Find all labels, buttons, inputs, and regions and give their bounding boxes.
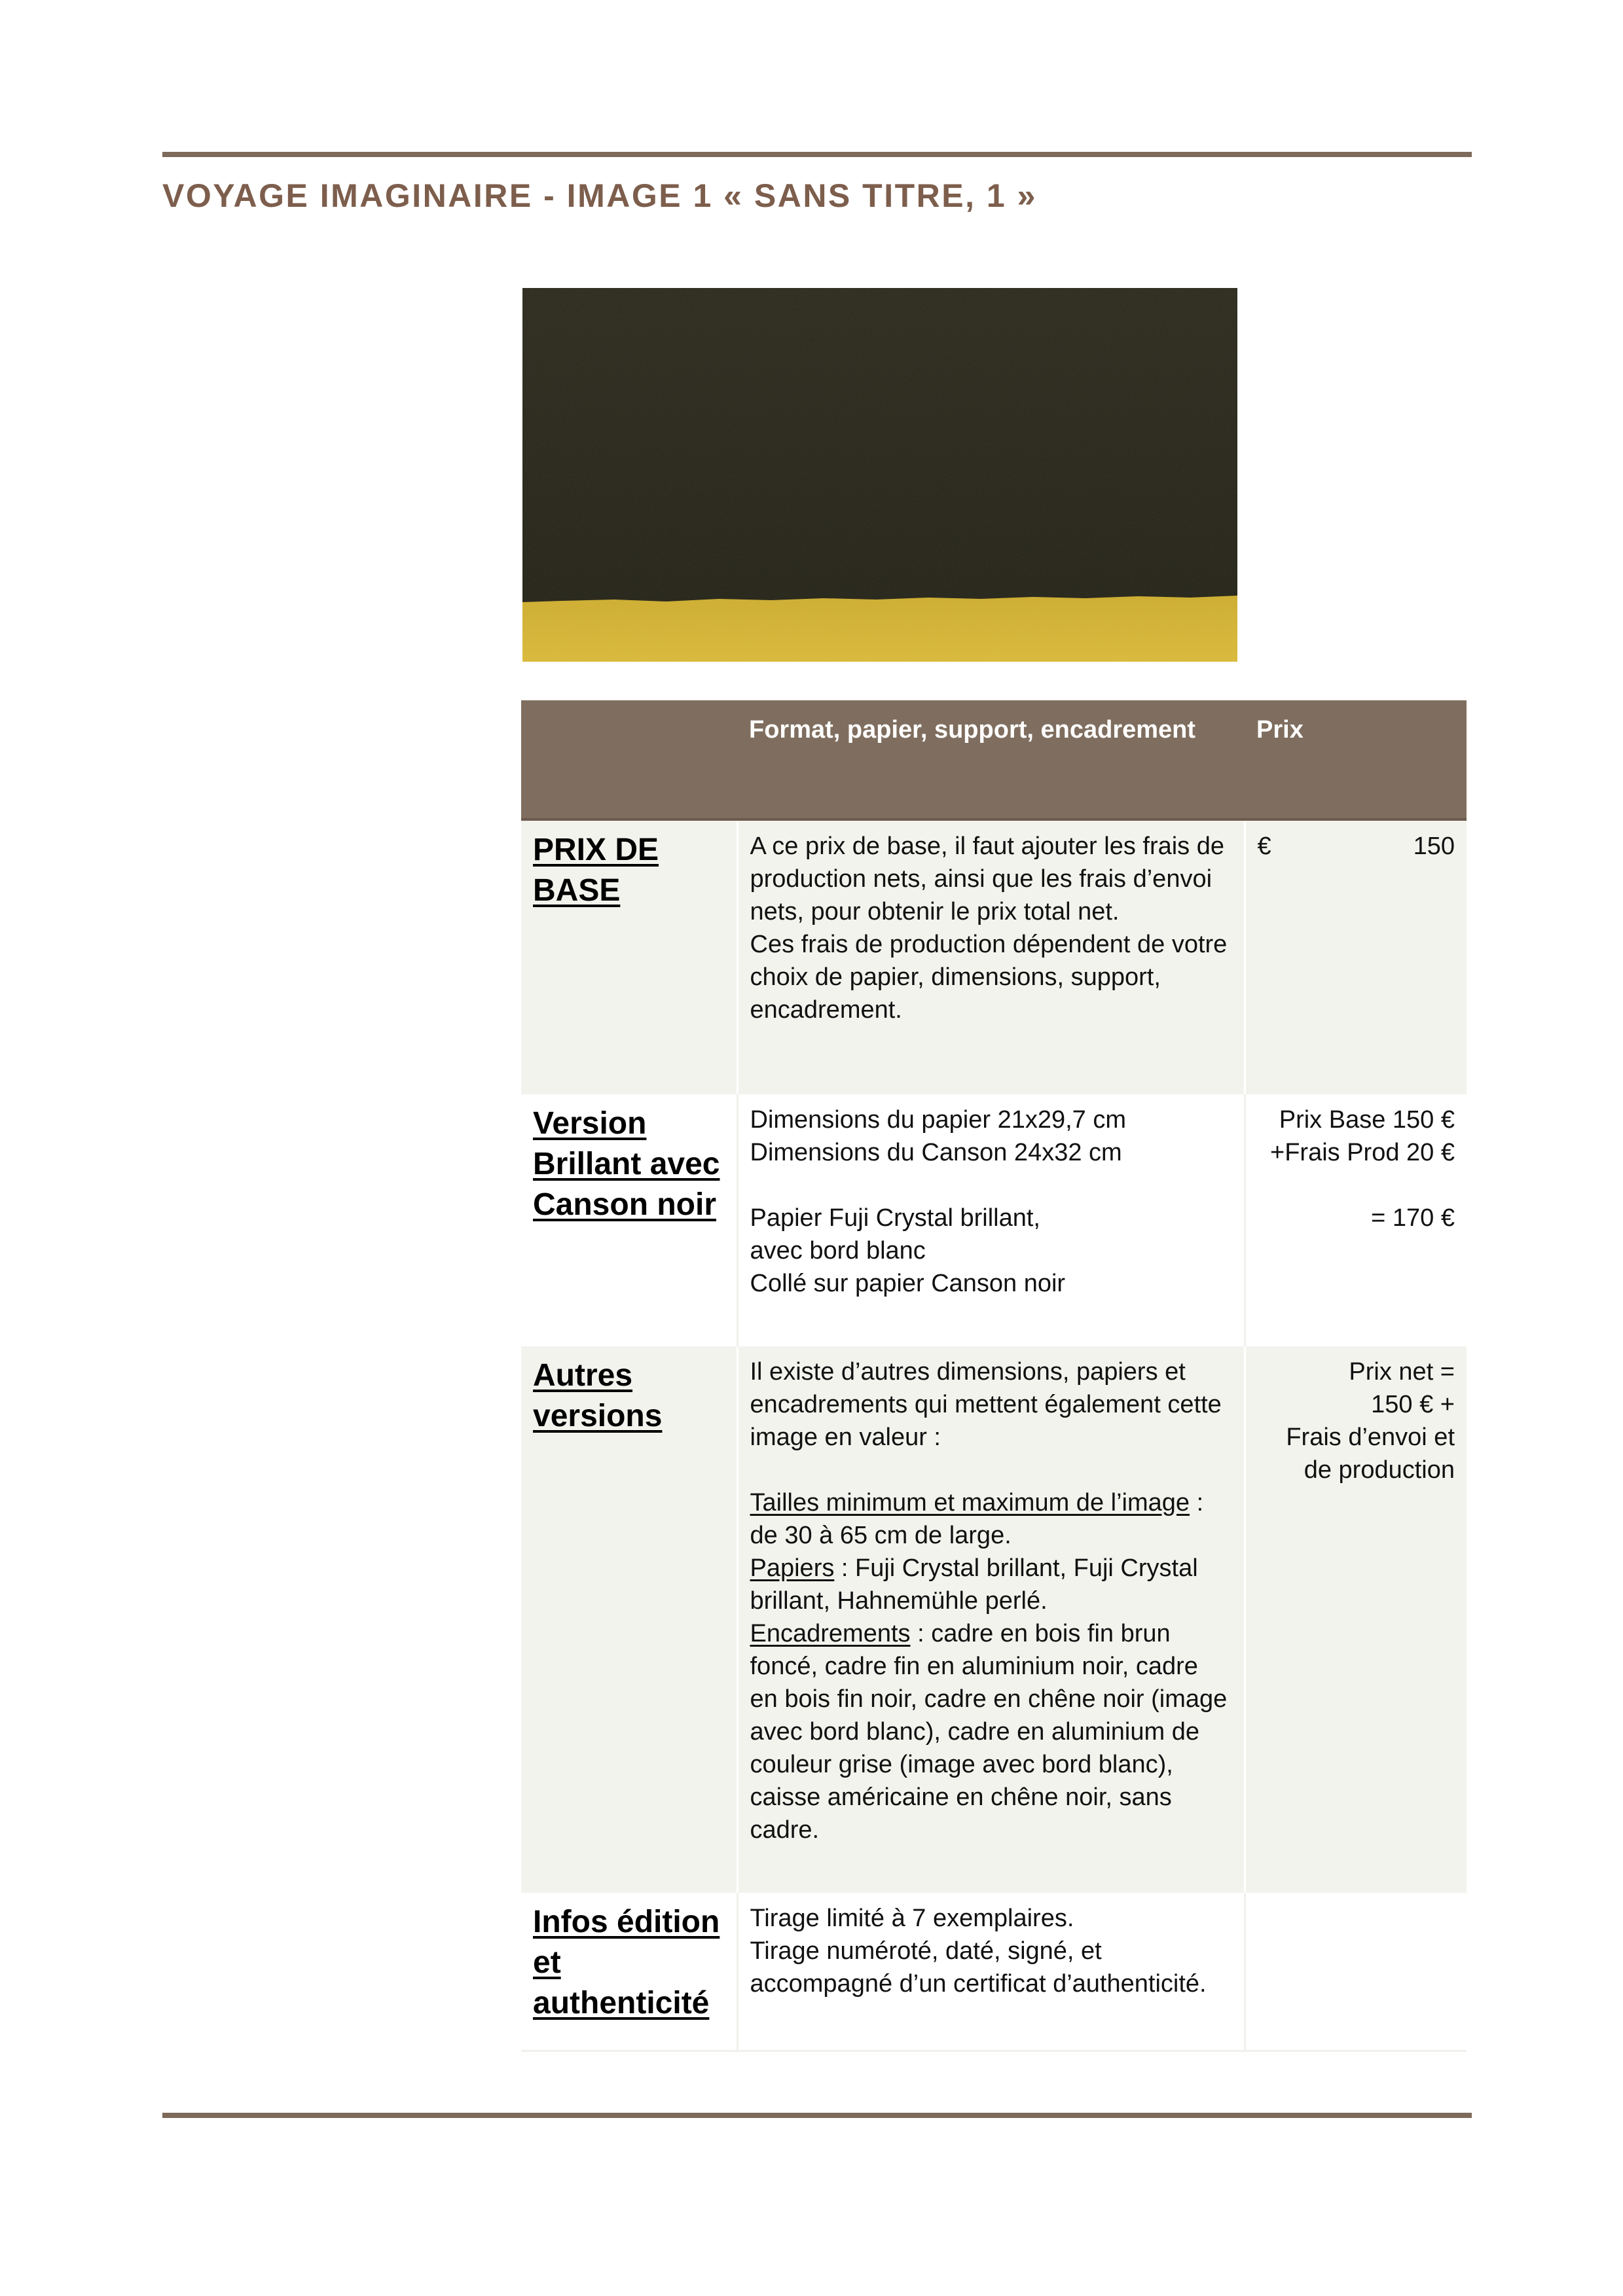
autres-papiers bbox=[750, 1552, 1232, 1617]
brillant-description bbox=[737, 1094, 1245, 1346]
row-label-infos: Infos édition et authenticité bbox=[521, 1893, 737, 2051]
brillant-price-base: Prix Base 150 € bbox=[1279, 1106, 1455, 1134]
spacer bbox=[750, 1454, 1232, 1486]
encadrements-label: Encadrements bbox=[750, 1620, 911, 1647]
base-description bbox=[737, 819, 1245, 1094]
document-title: VOYAGE IMAGINAIRE - IMAGE 1 « SANS TITRE, 1 » bbox=[162, 177, 1037, 214]
table-header-row bbox=[521, 700, 1467, 819]
papiers-text: : Fuji Crystal brillant, Fuji Crystal brillant, Hahnemühle perlé. bbox=[750, 1554, 1198, 1615]
header-price: Prix bbox=[1245, 700, 1467, 819]
infos-description bbox=[737, 1893, 1245, 2051]
base-desc-1: A ce prix de base, il faut ajouter les frais de production nets, ainsi que les frais d’envoi nets, pour obtenir le prix total net. bbox=[750, 833, 1225, 925]
autres-price-3: Frais d’envoi et bbox=[1286, 1424, 1455, 1451]
spacer bbox=[1258, 1169, 1455, 1202]
autres-price-cell bbox=[1245, 1346, 1467, 1893]
papiers-label: Papiers bbox=[750, 1554, 835, 1582]
top-rule bbox=[162, 152, 1472, 157]
autres-intro: Il existe d’autres dimensions, papiers et encadrements qui mettent également cette image en valeur : bbox=[750, 1358, 1222, 1451]
row-infos bbox=[521, 1893, 1467, 2051]
base-amount: 150 bbox=[1413, 833, 1455, 860]
row-brillant bbox=[521, 1094, 1467, 1346]
bottom-rule bbox=[162, 2113, 1472, 2118]
brillant-paper-3: Collé sur papier Canson noir bbox=[750, 1270, 1066, 1297]
brillant-price-frais: +Frais Prod 20 € bbox=[1270, 1139, 1455, 1166]
tailles-text: : de 30 à 65 cm de large. bbox=[750, 1489, 1204, 1549]
base-desc-2: Ces frais de production dépendent de votre choix de papier, dimensions, support, encadrement. bbox=[750, 931, 1228, 1024]
header-empty bbox=[521, 700, 737, 819]
infos-line-1: Tirage limité à 7 exemplaires. bbox=[750, 1905, 1074, 1932]
spacer bbox=[750, 1169, 1232, 1202]
encadrements-text: : cadre en bois fin brun foncé, cadre fin en aluminium noir, cadre en bois fin noir, cadre en chêne noir (image avec bord blanc), cadre en aluminium de couleur grise (image avec bord blanc), caisse américaine en chêne noir, sans cadre. bbox=[750, 1620, 1228, 1844]
brillant-paper-1: Papier Fuji Crystal brillant, bbox=[750, 1204, 1040, 1232]
autres-description bbox=[737, 1346, 1245, 1893]
row-label-brillant: Version Brillant avec Canson noir bbox=[521, 1094, 737, 1346]
autres-encadrements bbox=[750, 1617, 1232, 1846]
row-autres bbox=[521, 1346, 1467, 1893]
tailles-label: Tailles minimum et maximum de l’image bbox=[750, 1489, 1190, 1516]
currency-symbol: € bbox=[1257, 833, 1271, 860]
row-label-base: PRIX DE BASE bbox=[521, 819, 737, 1094]
brillant-dim-canson: Dimensions du Canson 24x32 cm bbox=[750, 1139, 1122, 1166]
row-base-price bbox=[521, 819, 1467, 1094]
infos-line-2: Tirage numéroté, daté, signé, et accompagné d’un certificat d’authenticité. bbox=[750, 1937, 1207, 1998]
brillant-dim-paper: Dimensions du papier 21x29,7 cm bbox=[750, 1106, 1127, 1134]
brillant-price-total: = 170 € bbox=[1371, 1204, 1455, 1232]
infos-price-cell bbox=[1245, 1893, 1467, 2051]
autres-price-4: de production bbox=[1304, 1456, 1455, 1484]
brillant-paper-2: avec bord blanc bbox=[750, 1237, 926, 1265]
brillant-price-cell bbox=[1245, 1094, 1467, 1346]
autres-tailles bbox=[750, 1486, 1232, 1552]
artwork-image bbox=[522, 288, 1237, 662]
header-format: Format, papier, support, encadrement bbox=[737, 700, 1245, 819]
autres-price-2: 150 € + bbox=[1371, 1391, 1455, 1418]
autres-price-1: Prix net = bbox=[1349, 1358, 1455, 1386]
price-table bbox=[521, 700, 1467, 2052]
row-label-autres: Autres versions bbox=[521, 1346, 737, 1893]
base-price-cell bbox=[1245, 819, 1467, 1094]
